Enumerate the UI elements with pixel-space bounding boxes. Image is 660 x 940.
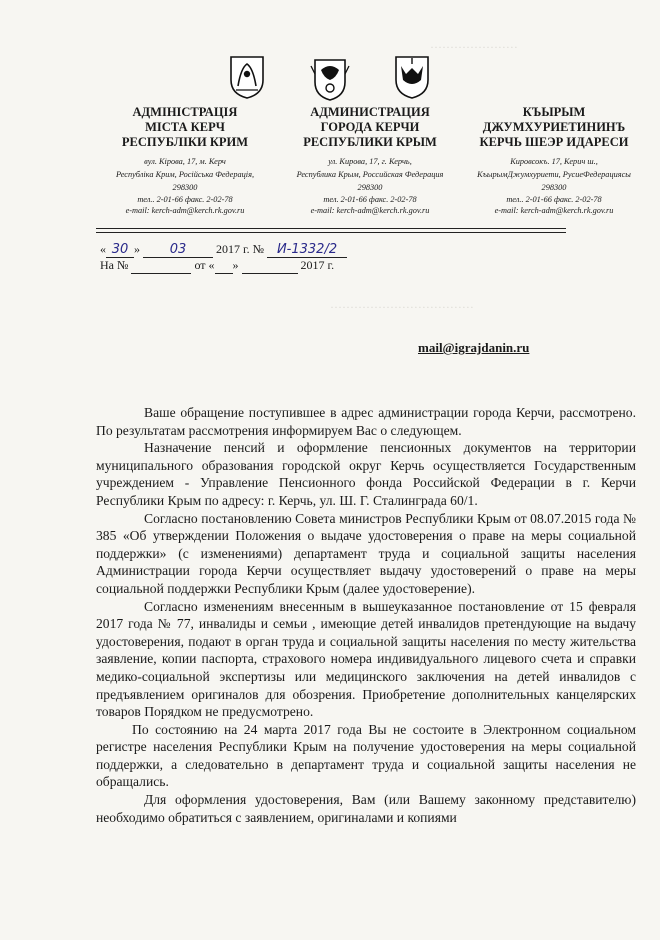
reply-to-number-blank [131, 258, 191, 274]
header-address-line: вул. Кірова, 17, м. Керч [144, 157, 226, 166]
show-through-text: ···································· [330, 300, 474, 314]
body-paragraph: Согласно изменениям внесенным в вышеуказанное постановление от 15 февраля 2017 года № 77, инвалиды и семьи , имеющие детей инвалидов претендующие на выдачу удостоверения, подают в орган труда и социальной защиты населения по месту жительства заявление, копии паспорта, страхового номера индивидуального лицевого счета и справки медико-социальной экспертизы или медицинского заключения на детей инвалидов с предъявлением оригиналов для обозрения. Приобретение дополнительных канцелярских товаров Порядком не предусмотрено. [96, 598, 636, 720]
header-email: e-mail: kerch-adm@kerch.rk.gov.ru [310, 206, 430, 215]
ref-open-quote: « [100, 242, 106, 256]
reply-to-from: от « [194, 258, 215, 272]
header-ukrainian [100, 105, 270, 216]
incoming-reference [100, 258, 334, 274]
body-paragraph: Ваше обращение поступившее в адрес администрации города Керчи, рассмотрено. По результатам рассмотрения информируем Вас о следующем. [96, 405, 636, 438]
ref-month: 03 [143, 242, 213, 258]
reply-to-prefix: На № [100, 258, 129, 272]
header-address-line: 298300 [172, 183, 198, 192]
header-email: e-mail: kerch-adm@kerch.rk.gov.ru [494, 206, 614, 215]
header-address-line: КъырымДжумхуриети, РусиеФедерациясы [477, 170, 631, 179]
body-paragraph: По состоянию на 24 марта 2017 года Вы не состоите в Электронном социальном регистре населения Республики Крым на получение удостоверения на меры социальной поддержки, а следовательно в департамент труда и социальной защиты населения не обращались. [96, 721, 636, 790]
header-address-line: Республіка Крим, Російська Федерація, [115, 170, 255, 179]
reply-to-month-blank [242, 258, 298, 274]
body-paragraph: Согласно постановлению Совета министров Республики Крым от 08.07.2015 года № 385 «Об утверждении Положения о выдаче удостоверения о праве на меры социальной поддержки» (с изменениями) департамент труда и социальной защиты населения Администрации города Керчи осуществляет выдачу удостоверений о праве на меры социальной поддержки Республики Крым (далее удостоверение). [96, 510, 636, 596]
header-email: e-mail: kerch-adm@kerch.rk.gov.ru [125, 206, 245, 215]
show-through-text: ······················ [430, 40, 518, 54]
header-title-line: АДМІНІСТРАЦІЯ [132, 105, 238, 119]
header-address-line: 298300 [357, 183, 383, 192]
outgoing-reference [100, 242, 347, 258]
header-title-line: КЪЫРЫМ [522, 105, 586, 119]
ref-number: И-1332/2 [267, 242, 347, 258]
ref-close-quote: » [134, 242, 140, 256]
body-paragraph: Назначение пенсий и оформление пенсионных документов на территории муниципального образования городской округ Керчь осуществляется Государственным учреждением - Управление Пенсионного фонда Российской Федерации в г. Керчи Республики Крым по адресу: г. Керчь, ул. Ш. Г. Сталинграда 60/1. [96, 440, 636, 508]
header-title-line: РЕСПУБЛИКИ КРЫМ [303, 135, 437, 149]
header-phone: тел. 2-01-66 факс. 2-02-78 [323, 195, 417, 204]
reply-to-year: 2017 г. [300, 258, 335, 272]
header-title-line: ДЖУМХУРИЕТИНИНЪ [482, 120, 626, 134]
addressee-email: mail@igrajdanin.ru [418, 340, 530, 355]
header-title-line: РЕСПУБЛІКИ КРИМ [121, 135, 249, 149]
header-title-line: КЕРЧЬ ШЕЭР ИДАРЕСИ [479, 135, 629, 149]
header-address-line: ул. Кирова, 17, г. Керчь, [328, 157, 412, 166]
reply-to-day-blank [215, 258, 233, 274]
header-phone: тел.. 2-01-66 факс. 2-02-78 [137, 195, 233, 204]
body-paragraph: Для оформления удостоверения, Вам (или Вашему законному представителю) необходимо обратиться с заявлением, оригиналами и копиями [96, 792, 636, 825]
header-title-line: ГОРОДА КЕРЧИ [320, 120, 420, 134]
header-title-line: АДМИНИСТРАЦИЯ [310, 105, 430, 119]
reply-to-close: » [232, 258, 239, 272]
kerch-coat-of-arms-icon [228, 54, 266, 100]
header-title-line: МІСТА КЕРЧ [145, 120, 225, 134]
letter-body [96, 404, 636, 826]
header-divider [96, 232, 566, 233]
header-russian [282, 105, 458, 216]
ref-day: 30 [106, 242, 134, 258]
header-crimean-tatar [466, 105, 642, 216]
header-address-line: 298300 [541, 183, 567, 192]
header-phone: тел.. 2-01-66 факс. 2-02-78 [506, 195, 602, 204]
russia-coat-of-arms-icon [393, 54, 431, 100]
header-address-line: Кировсокъ. 17, Керич ш., [510, 157, 598, 166]
header-address-line: Республика Крым, Российская Федерация [296, 170, 444, 179]
crimea-coat-of-arms-icon [310, 56, 350, 102]
header-divider [96, 228, 566, 229]
ref-year: 2017 г. № [216, 242, 265, 256]
